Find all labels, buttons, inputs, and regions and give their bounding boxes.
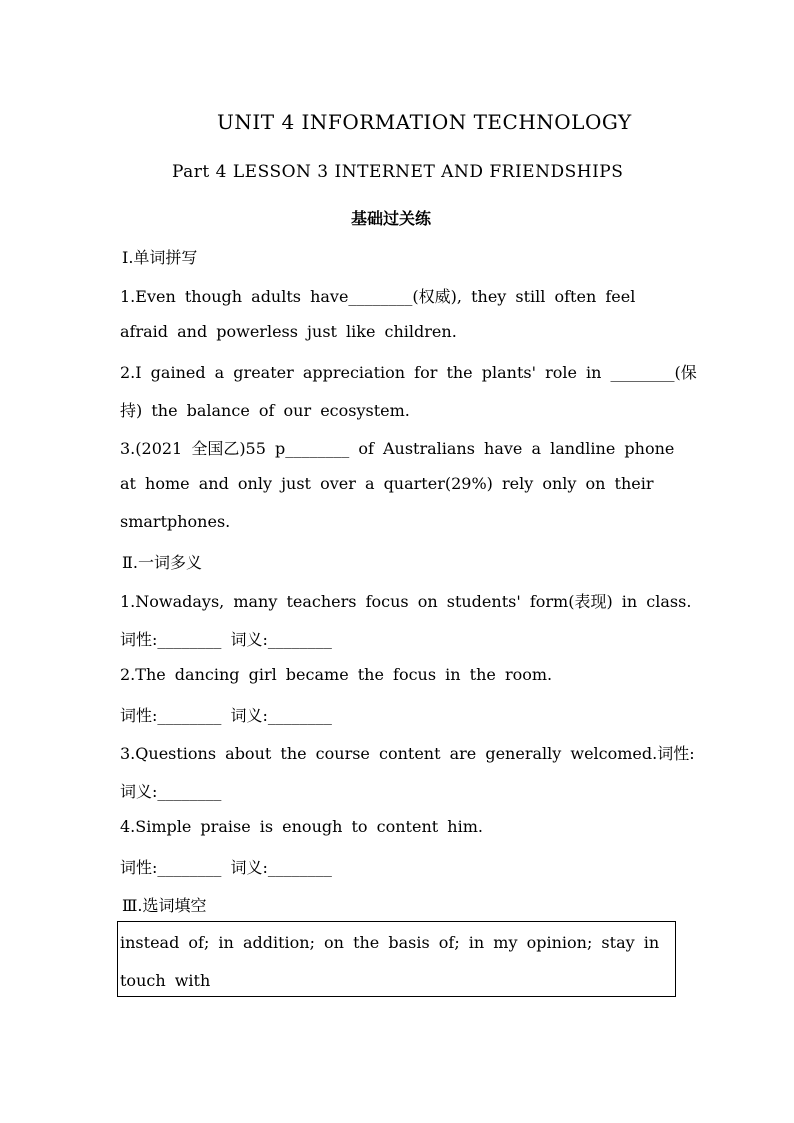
part2-line: 词义:________ — [120, 782, 222, 801]
part2-line: 1.Nowadays, many teachers focus on students' form(表现) in class. — [120, 592, 692, 611]
section-title: 基础过关练 — [351, 209, 432, 228]
part1-line: 1.Even though adults have________(权威), they still often feel — [120, 287, 636, 306]
part2-line: 词性:________ 词义:________ — [120, 706, 332, 725]
part1-line: at home and only just over a quarter(29%) rely only on their — [120, 474, 654, 493]
word-bank-box — [117, 921, 676, 997]
part1-line: smartphones. — [120, 512, 231, 531]
part1-heading: Ⅰ.单词拼写 — [122, 248, 198, 267]
part2-line: 词性:________ 词义:________ — [120, 630, 332, 649]
part1-line: 3.(2021 全国乙)55 p________ of Australians have a landline phone — [120, 439, 675, 458]
word-bank-line: instead of; in addition; on the basis of; in my opinion; stay in — [120, 933, 660, 952]
part2-heading: Ⅱ.一词多义 — [122, 553, 202, 572]
word-bank-line: touch with — [120, 971, 211, 990]
part2-line: 2.The dancing girl became the focus in the room. — [120, 665, 553, 684]
part2-line: 3.Questions about the course content are generally welcomed.词性: — [120, 744, 695, 763]
part2-line: 4.Simple praise is enough to content him. — [120, 817, 483, 836]
part1-line: 2.I gained a greater appreciation for the plants' role in ________(保 — [120, 363, 697, 382]
part2-line: 词性:________ 词义:________ — [120, 858, 332, 877]
part1-line: 持) the balance of our ecosystem. — [120, 401, 410, 420]
part1-line: afraid and powerless just like children. — [120, 322, 457, 341]
unit-title: UNIT 4 INFORMATION TECHNOLOGY — [217, 110, 632, 134]
lesson-subtitle: Part 4 LESSON 3 INTERNET AND FRIENDSHIPS — [172, 162, 624, 182]
part3-heading: Ⅲ.选词填空 — [122, 896, 207, 915]
